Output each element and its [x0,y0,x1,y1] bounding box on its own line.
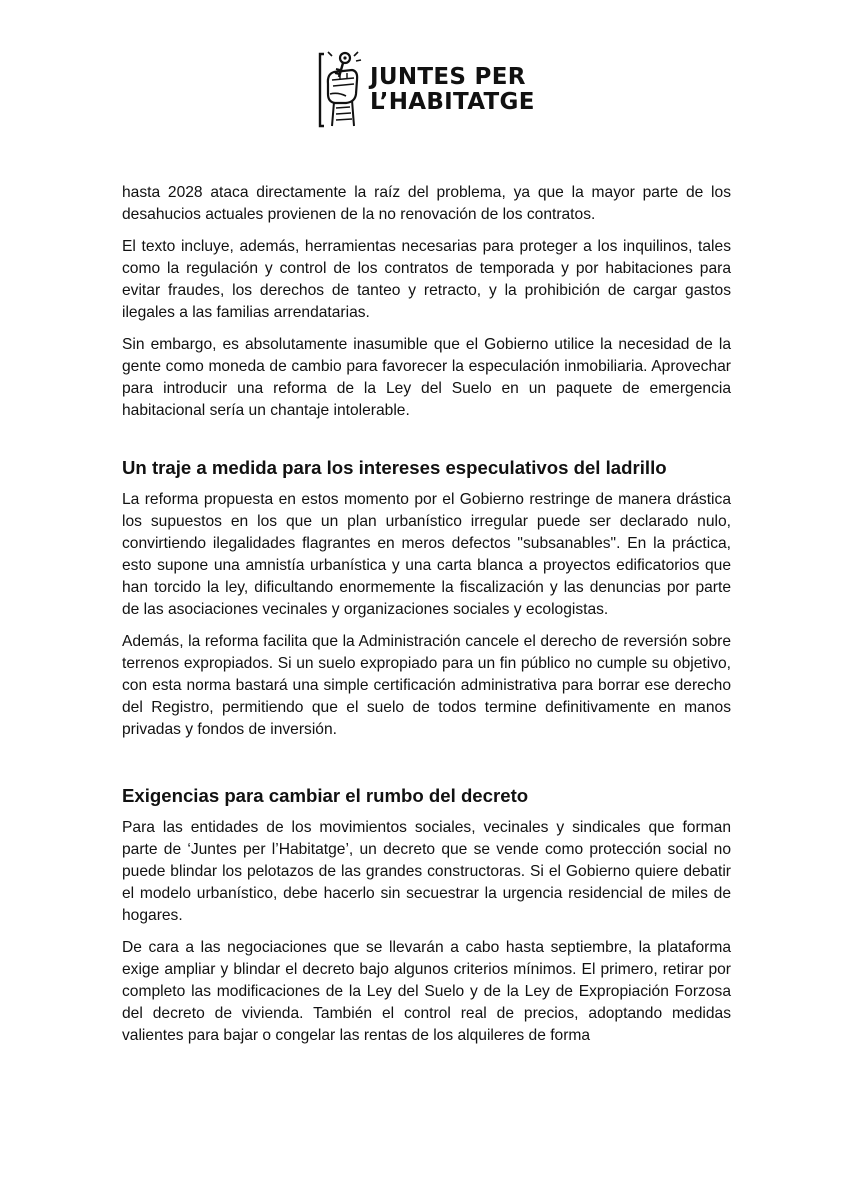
section-spacer [122,432,731,456]
logo-line-1: JUNTES PER [370,64,526,90]
paragraph-4: La reforma propuesta en estos momento por el Gobierno restringe de manera drástica los supuestos en los que un plan urbanístico irregular puede ser declarado nulo, convirtiendo ilegalidades flagrantes en meros defectos "subsanables". En la práctica, esto supone una amnistía urbanística y una carta blanca a proyectos edificatorios que han torcido la ley, dificultando enormemente la fiscalización y las denuncias por parte de las asociaciones vecinales y organizaciones sociales y ecologistas. [122,491,731,618]
paragraph-3: Sin embargo, es absolutamente inasumible que el Gobierno utilice la necesidad de la gente como moneda de cambio para favorecer la especulación inmobiliaria. Aprovechar para introducir una reforma de la Ley del Suelo en un paquete de emergencia habitacional sería un chantaje intolerable. [122,336,731,419]
logo-wordmark [370,65,535,115]
juntes-per-lhabitatge-logo [318,50,535,130]
section-heading-1: Un traje a medida para los intereses especulativos del ladrillo [122,457,667,478]
article-body [122,182,731,1057]
fist-with-key-icon [318,50,364,130]
paragraph-2: El texto incluye, además, herramientas necesarias para proteger a los inquilinos, tales como la regulación y control de los contratos de temporada y por habitaciones para evitar fraudes, los derechos de tanteo y retracto, y la prohibición de cargar gastos ilegales a las familias arrendatarias. [122,238,731,321]
section-spacer [122,751,731,784]
paragraph-1: hasta 2028 ataca directamente la raíz del problema, ya que la mayor parte de los desahucios actuales provienen de la no renovación de los contratos. [122,184,731,223]
logo-line-2: L’HABITATGE [370,89,535,115]
paragraph-6: Para las entidades de los movimientos sociales, vecinales y sindicales que forman parte de ‘Juntes per l’Habitatge’, un decreto que se vende como protección social no puede blindar los pelotazos de las grandes constructoras. Si el Gobierno quiere debatir el modelo urbanístico, debe hacerlo sin secuestrar la urgencia residencial de miles de hogares. [122,819,731,924]
paragraph-7: De cara a las negociaciones que se llevarán a cabo hasta septiembre, la plataforma exige ampliar y blindar el decreto bajo algunos criterios mínimos. El primero, retirar por completo las modificaciones de la Ley del Suelo y de la Ley de Expropiación Forzosa del decreto de vivienda. También el control real de precios, adoptando medidas valientes para bajar o congelar las rentas de los alquileres de forma [122,939,731,1044]
paragraph-5: Además, la reforma facilita que la Administración cancele el derecho de reversión sobre terrenos expropiados. Si un suelo expropiado para un fin público no cumple su objetivo, con esta norma bastará una simple certificación administrativa para borrar ese derecho del Registro, permitiendo que el suelo de todos termine definitivamente en manos privadas y fondos de inversión. [122,633,731,738]
section-heading-2: Exigencias para cambiar el rumbo del decreto [122,785,529,806]
